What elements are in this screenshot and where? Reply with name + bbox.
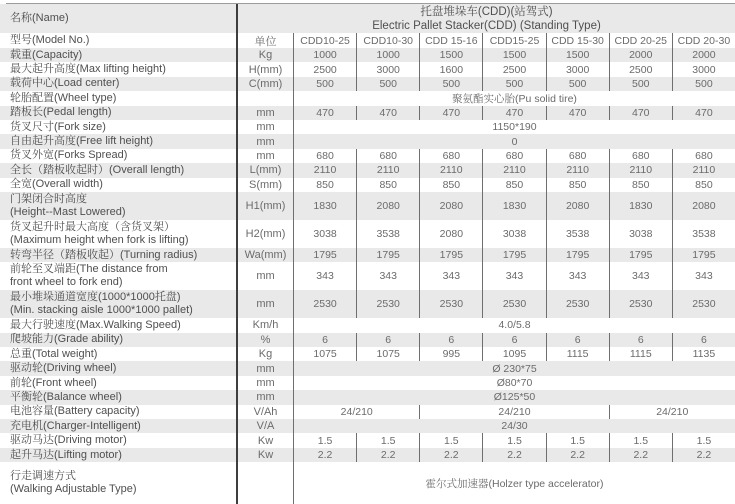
spec-value: 1795 [420,248,483,262]
model-row-label: 型号(Model No.) [0,33,238,48]
model-number: CDD10-30 [357,33,420,48]
product-title-en: Electric Pallet Stacker(CDD) (Standing Type) [372,19,601,32]
row-label: 全宽(Overall width) [0,178,238,192]
product-title [238,4,735,33]
row-label: 起升马达(Lifting motor) [0,448,238,462]
row-unit: Km/h [238,318,294,332]
spec-value: 500 [547,77,610,91]
spec-value: 3038 [483,220,546,248]
spec-value: 470 [483,106,546,120]
row-label: 前轮至叉端距(The distance from front wheel to fork end) [0,262,238,290]
spec-value: 850 [547,178,610,192]
spec-value: 850 [294,178,357,192]
spec-rows [0,48,735,504]
spec-value: 1000 [294,48,357,62]
spec-value: 500 [294,77,357,91]
row-unit: H(mm) [238,62,294,76]
spec-value: 2000 [610,48,673,62]
spec-row [0,120,735,134]
spec-value: 680 [695,149,713,162]
row-label: 行走调速方式 (Walking Adjustable Type) [0,462,238,504]
spec-row [0,376,735,390]
row-label: 货叉起升时最大高度（含货叉架） (Maximum height when fork is lifting) [0,220,238,248]
spec-row [0,91,735,105]
row-label: 最大行驶速度(Max.Walking Speed) [0,318,238,332]
spec-value: 6 [700,333,707,346]
spec-value: 1795 [547,248,610,262]
spec-value: 1.5 [420,433,483,447]
spec-value: 1075 [294,347,357,361]
row-label: 驱动马达(Driving motor) [0,433,238,447]
row-unit: C(mm) [238,77,294,91]
spec-value: 1115 [547,347,610,361]
spec-value: 2080 [547,192,610,220]
spec-value: 1795 [610,248,673,262]
spec-value-span: Ø80*70 [496,377,533,390]
row-label: 自由起升高度(Free lift height) [0,134,238,148]
spec-row [0,318,735,332]
spec-value: 2530 [692,298,716,311]
row-unit: S(mm) [238,178,294,192]
row-label: 门架闭合时高度 (Height--Mast Lowered) [0,192,238,220]
spec-value: 470 [357,106,420,120]
spec-value: 470 [294,106,357,120]
spec-row [0,347,735,361]
spec-value-span: Ø125*50 [493,391,536,404]
spec-value: 680 [483,149,546,163]
spec-row [0,361,735,375]
model-number: CDD15-25 [483,33,546,48]
row-label: 前轮(Front wheel) [0,376,238,390]
row-unit: H1(mm) [238,192,294,220]
row-unit: mm [238,376,294,390]
spec-value: 1500 [420,48,483,62]
spec-value: 1795 [692,249,716,262]
spec-value: 2500 [483,62,546,76]
row-unit: V/Ah [238,405,294,419]
spec-row [0,333,735,347]
spec-value-span: 24/210 [420,405,609,419]
spec-value-span: 24/210 [294,405,420,419]
row-label: 电池容量(Battery capacity) [0,405,238,419]
spec-value: 2.2 [696,449,712,461]
row-unit: mm [238,361,294,375]
spec-value: 1095 [483,347,546,361]
row-label: 全长（踏板收起时）(Overall length) [0,163,238,177]
spec-value: 2530 [610,290,673,318]
spec-row [0,419,735,433]
model-number: CDD 15-16 [420,33,483,48]
spec-value: 500 [695,77,713,90]
row-unit: mm [238,106,294,120]
model-header-row [0,33,735,48]
row-label: 充电机(Charger-Intelligent) [0,419,238,433]
spec-value: 1795 [357,248,420,262]
spec-value: 680 [547,149,610,163]
row-label: 踏板长(Pedal length) [0,106,238,120]
row-unit: mm [238,120,294,134]
model-number: CDD 20-30 [677,34,731,47]
spec-value: 2080 [692,199,716,212]
spec-value-span: 霍尔式加速器(Holzer type accelerator) [425,477,604,490]
spec-value: 6 [483,333,546,347]
spec-value: 3000 [692,63,716,76]
spec-value: 850 [420,178,483,192]
spec-value: 470 [695,106,713,119]
row-unit: mm [238,390,294,404]
spec-value: 850 [483,178,546,192]
spec-value: 500 [420,77,483,91]
spec-row [0,220,735,248]
spec-value: 1795 [483,248,546,262]
spec-value: 850 [610,178,673,192]
spec-value: 470 [547,106,610,120]
spec-value: 470 [610,106,673,120]
spec-value: 1.5 [357,433,420,447]
row-unit: mm [238,290,294,318]
spec-value: 1830 [294,192,357,220]
spec-value: 1.5 [294,433,357,447]
row-label: 总重(Total weight) [0,347,238,361]
spec-value: 2080 [357,192,420,220]
row-label: 载重(Capacity) [0,48,238,62]
spec-value: 343 [420,262,483,290]
row-label: 平衡轮(Balance wheel) [0,390,238,404]
spec-value: 2110 [483,163,546,177]
spec-value: 3038 [294,220,357,248]
row-label: 货叉外宽(Forks Spread) [0,149,238,163]
row-unit: Kw [238,448,294,462]
spec-value: 3038 [610,220,673,248]
row-unit: mm [238,149,294,163]
spec-value: 2.2 [294,448,357,462]
spec-row [0,48,735,62]
row-label: 货叉尺寸(Fork size) [0,120,238,134]
spec-value-span: 1150*190 [492,121,537,134]
row-label: 最小堆垛通道宽度(1000*1000托盘) (Min. stacking aisle 1000*1000 pallet) [0,290,238,318]
spec-row [0,248,735,262]
row-label: 转弯半径（踏板收起）(Turning radius) [0,248,238,262]
spec-row [0,462,735,504]
spec-value: 850 [695,178,713,191]
spec-value: 1.5 [696,434,712,447]
spec-value: 1795 [294,248,357,262]
spec-value: 1115 [610,347,673,361]
spec-value: 1.5 [547,433,610,447]
row-unit: L(mm) [238,163,294,177]
spec-row [0,448,735,462]
spec-row [0,134,735,148]
spec-value: 2110 [420,163,483,177]
spec-value: 1075 [357,347,420,361]
row-label: 最大起升高度(Max lifting height) [0,62,238,76]
spec-value: 1.5 [610,433,673,447]
spec-value: 6 [357,333,420,347]
spec-value: 680 [610,149,673,163]
spec-value: 2.2 [547,448,610,462]
spec-value: 500 [483,77,546,91]
model-number: CDD 20-25 [610,33,673,48]
spec-value: 2110 [692,164,716,177]
spec-value: 2530 [294,290,357,318]
spec-value: 3538 [692,227,716,240]
spec-value-span: 聚氨酯实心胎(Pu solid tire) [452,92,577,105]
spec-value: 850 [357,178,420,192]
row-label: 爬坡能力(Grade ability) [0,333,238,347]
spec-value: 2110 [357,163,420,177]
spec-value: 470 [420,106,483,120]
spec-value: 2530 [357,290,420,318]
spec-value: 1500 [483,48,546,62]
spec-value: 343 [357,262,420,290]
spec-value: 343 [610,262,673,290]
spec-row [0,433,735,447]
spec-value: 2110 [294,163,357,177]
spec-value: 343 [294,262,357,290]
row-unit: Kw [238,433,294,447]
row-unit: V/A [238,419,294,433]
table-header-row [0,4,735,33]
row-label: 驱动轮(Driving wheel) [0,361,238,375]
spec-row [0,290,735,318]
spec-row [0,163,735,177]
spec-value-span: 24/210 [656,405,689,418]
spec-value: 2.2 [420,448,483,462]
spec-row [0,262,735,290]
spec-row [0,77,735,91]
spec-value: 3538 [547,220,610,248]
spec-row [0,62,735,76]
spec-value: 1000 [357,48,420,62]
spec-value: 3538 [357,220,420,248]
spec-value-span: 0 [511,135,518,148]
row-unit: Kg [238,48,294,62]
unit-column-header: 单位 [238,33,294,48]
spec-value-span: 4.0/5.8 [498,319,531,332]
spec-value-span: 24/30 [501,420,528,433]
spec-value: 6 [610,333,673,347]
row-unit: mm [238,134,294,148]
row-unit: mm [238,262,294,290]
spec-value: 1600 [420,62,483,76]
spec-row [0,390,735,404]
spec-value: 680 [357,149,420,163]
spec-value: 2080 [420,192,483,220]
spec-value-span: Ø 230*75 [492,362,537,375]
spec-value: 6 [294,333,357,347]
spec-value: 2.2 [483,448,546,462]
spec-value: 680 [420,149,483,163]
spec-value: 2110 [610,163,673,177]
row-label: 载荷中心(Load center) [0,77,238,91]
spec-value: 3000 [357,62,420,76]
row-unit [238,91,294,105]
spec-value: 343 [695,270,713,283]
spec-value: 343 [547,262,610,290]
product-title-cn: 托盘堆垛车(CDD)(站驾式) [420,5,553,18]
spec-value: 2530 [420,290,483,318]
spec-value: 1830 [610,192,673,220]
spec-value: 2.2 [357,448,420,462]
spec-row [0,405,735,419]
spec-value: 1135 [692,348,716,361]
spec-value: 2500 [294,62,357,76]
spec-value: 2500 [610,62,673,76]
spec-table [0,4,735,504]
spec-value: 6 [420,333,483,347]
model-number: CDD10-25 [294,33,357,48]
spec-value: 2000 [692,49,716,62]
spec-value: 1.5 [483,433,546,447]
spec-value: 680 [294,149,357,163]
spec-value: 1830 [483,192,546,220]
spec-value: 2080 [420,220,483,248]
spec-row [0,106,735,120]
spec-value: 2.2 [610,448,673,462]
spec-value: 6 [547,333,610,347]
row-unit: H2(mm) [238,220,294,248]
spec-value: 343 [483,262,546,290]
model-number: CDD 15-30 [547,33,610,48]
row-label: 轮胎配置(Wheel type) [0,91,238,105]
spec-value: 3000 [547,62,610,76]
spec-value: 500 [610,77,673,91]
spec-value: 995 [420,347,483,361]
spec-row [0,192,735,220]
spec-value: 2110 [547,163,610,177]
spec-value: 2530 [547,290,610,318]
spec-row [0,178,735,192]
row-unit: % [238,333,294,347]
row-unit: Kg [238,347,294,361]
spec-row [0,149,735,163]
spec-value: 500 [357,77,420,91]
name-label: 名称(Name) [0,4,238,33]
spec-value: 1500 [547,48,610,62]
row-unit [238,462,294,504]
spec-value: 2530 [483,290,546,318]
row-unit: Wa(mm) [238,248,294,262]
